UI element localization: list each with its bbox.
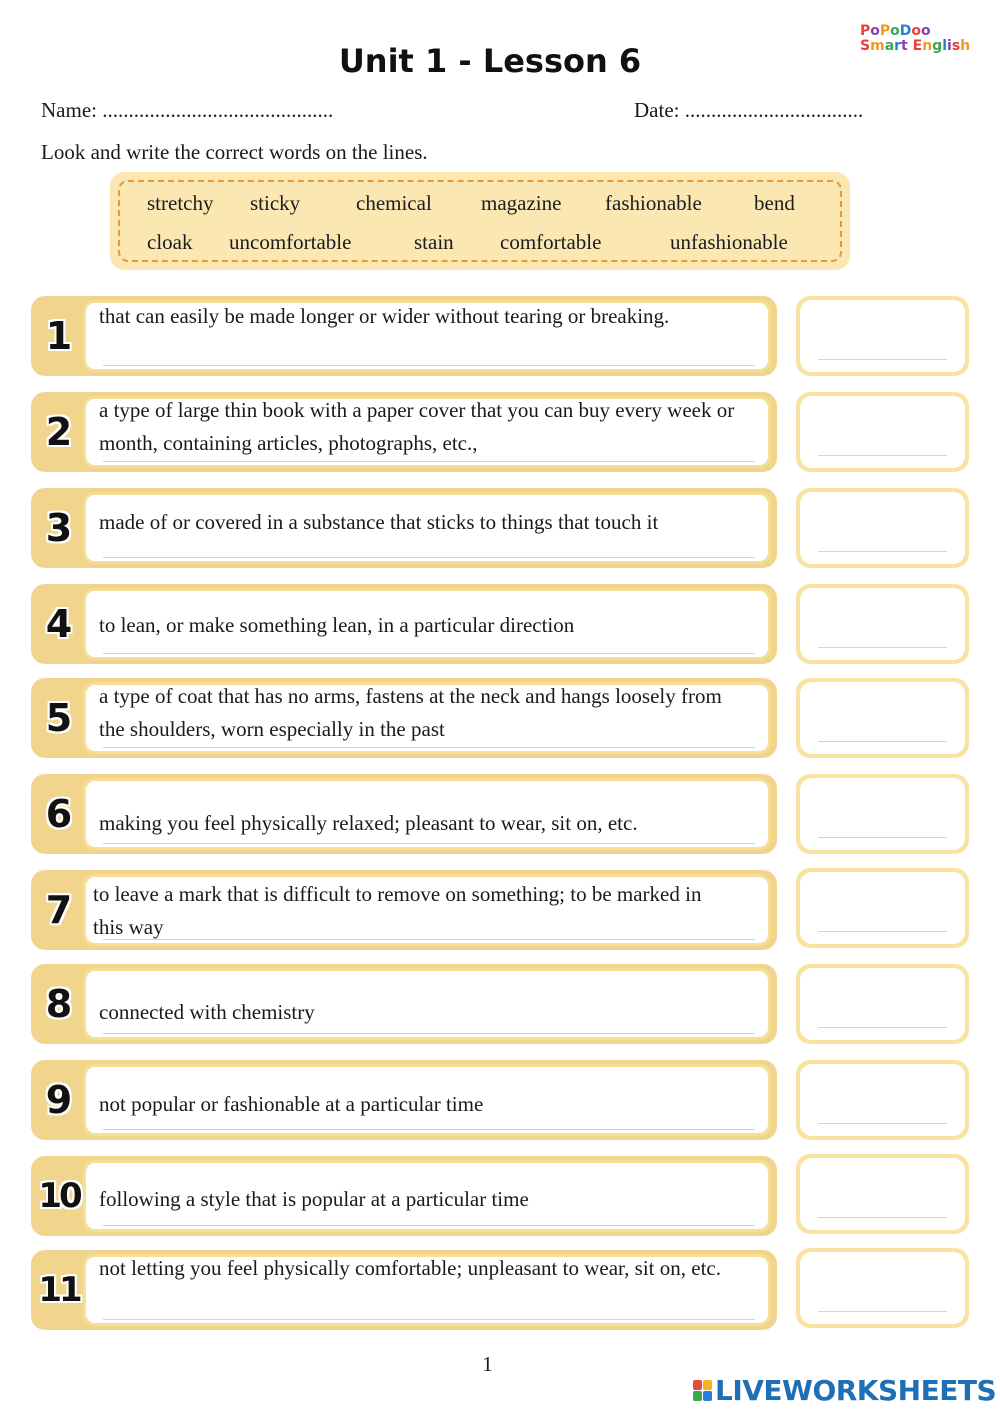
- word-bank-item: comfortable: [500, 230, 602, 254]
- instruction-text: Look and write the correct words on the lines.: [41, 140, 428, 164]
- word-bank-item: cloak: [147, 230, 193, 254]
- question-row: [31, 1156, 777, 1236]
- answer-box: [796, 392, 969, 472]
- question-row: [31, 488, 777, 568]
- answer-input[interactable]: [818, 1289, 947, 1312]
- question-number: 1: [45, 314, 73, 358]
- question-number: 3: [45, 506, 73, 550]
- answer-box: [796, 774, 969, 854]
- question-row: [31, 1250, 777, 1330]
- answer-box: [796, 1248, 969, 1328]
- answer-box: [796, 1154, 969, 1234]
- answer-box: [796, 1060, 969, 1140]
- question-text: connected with chemistry: [99, 1000, 315, 1024]
- name-field[interactable]: Name: ............................................: [41, 98, 334, 122]
- question-text: following a style that is popular at a particular time: [99, 1187, 529, 1211]
- question-text: a type of large thin book with a paper cover that you can buy every week or month, containing articles, photographs, etc.,: [99, 398, 735, 455]
- answer-box: [796, 488, 969, 568]
- word-bank-item: sticky: [250, 191, 301, 215]
- liveworksheets-logo: [693, 1374, 996, 1407]
- answer-input[interactable]: [818, 433, 947, 456]
- question-row: [31, 964, 777, 1044]
- question-number: 8: [45, 982, 73, 1026]
- question-row: [31, 392, 777, 472]
- question-row: [31, 296, 777, 376]
- word-bank-item: stretchy: [147, 191, 214, 215]
- answer-input[interactable]: [818, 1195, 947, 1218]
- logo-line-1: PoPoDoo: [860, 23, 931, 39]
- question-text: not letting you feel physically comfortable; unpleasant to wear, sit on, etc.: [99, 1256, 721, 1280]
- question-number: 9: [45, 1078, 73, 1122]
- question-row: [31, 584, 777, 664]
- answer-box: [796, 678, 969, 758]
- liveworksheets-icon: [693, 1380, 713, 1402]
- liveworksheets-wordmark: LIVEWORKSHEETS: [715, 1374, 997, 1407]
- question-number: 2: [45, 410, 73, 454]
- answer-input[interactable]: [818, 1101, 947, 1124]
- question-row: [31, 678, 777, 758]
- question-text: not popular or fashionable at a particular time: [99, 1092, 484, 1116]
- word-bank-item: unfashionable: [670, 230, 788, 254]
- word-bank-item: magazine: [481, 191, 562, 215]
- question-number: 4: [45, 602, 73, 646]
- question-text: made of or covered in a substance that sticks to things that touch it: [99, 510, 659, 534]
- word-bank-item: stain: [414, 230, 454, 254]
- question-row: [31, 1060, 777, 1140]
- question-text: making you feel physically relaxed; pleasant to wear, sit on, etc.: [99, 811, 638, 835]
- word-bank-item: uncomfortable: [229, 230, 352, 254]
- page-number: 1: [482, 1352, 493, 1376]
- answer-box: [796, 584, 969, 664]
- word-bank-item: fashionable: [605, 191, 702, 215]
- question-number: 7: [45, 888, 73, 932]
- logo-line-2: Smart English: [860, 38, 971, 54]
- answer-input[interactable]: [818, 719, 947, 742]
- question-number: 5: [45, 696, 73, 740]
- answer-input[interactable]: [818, 625, 947, 648]
- word-bank-item: bend: [754, 191, 795, 215]
- answer-box: [796, 964, 969, 1044]
- answer-box: [796, 296, 969, 376]
- question-row: [31, 774, 777, 854]
- word-bank: [110, 172, 850, 270]
- page-title: Unit 1 - Lesson 6: [338, 42, 642, 80]
- question-row: [31, 870, 777, 950]
- question-number: 6: [45, 792, 73, 836]
- question-number: 10: [38, 1176, 80, 1216]
- question-text: to lean, or make something lean, in a particular direction: [99, 613, 575, 637]
- question-text: to leave a mark that is difficult to remove on something; to be marked in this way: [93, 882, 702, 939]
- answer-box: [796, 868, 969, 948]
- date-field[interactable]: Date: ..................................: [634, 98, 864, 122]
- question-text: that can easily be made longer or wider without tearing or breaking.: [99, 304, 670, 328]
- answer-input[interactable]: [818, 337, 947, 360]
- answer-input[interactable]: [818, 529, 947, 552]
- question-text: a type of coat that has no arms, fastens at the neck and hangs loosely from the shoulders, worn especially in the past: [99, 684, 722, 741]
- answer-input[interactable]: [818, 815, 947, 838]
- answer-input[interactable]: [818, 1005, 947, 1028]
- answer-input[interactable]: [818, 909, 947, 932]
- question-number: 11: [38, 1270, 80, 1310]
- word-bank-item: chemical: [356, 191, 432, 215]
